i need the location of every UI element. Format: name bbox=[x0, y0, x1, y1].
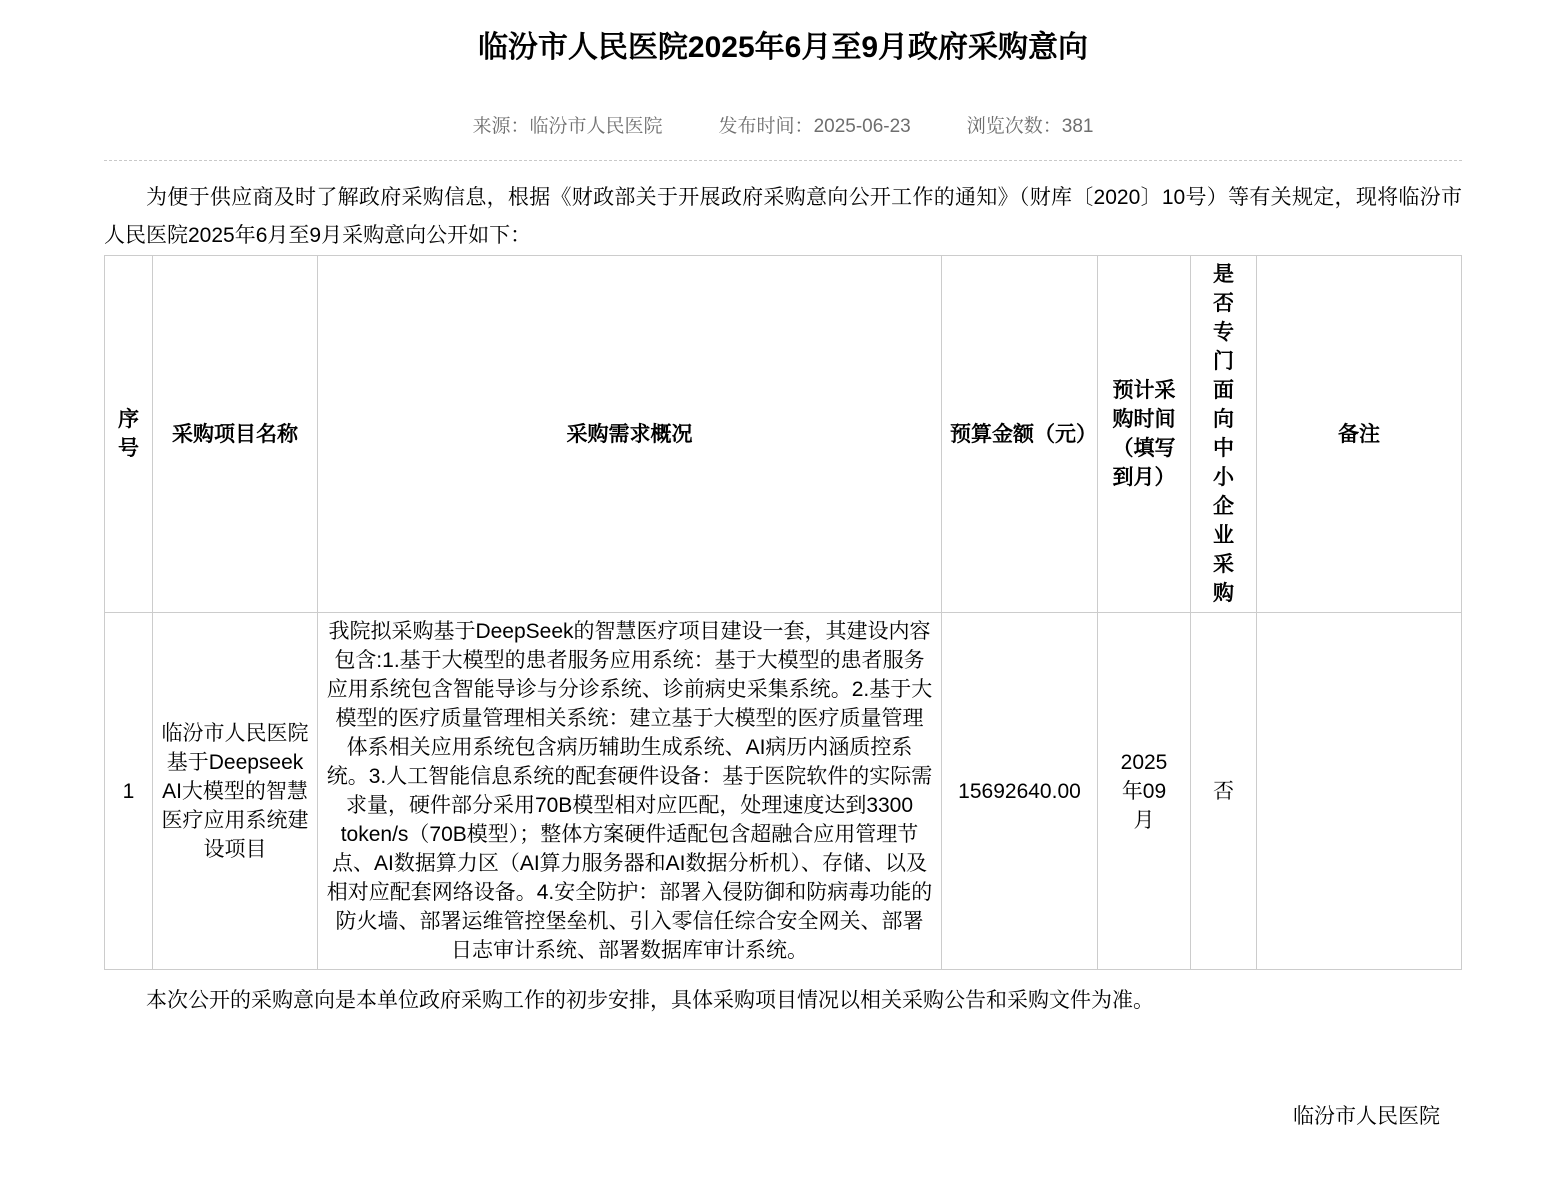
intro-paragraph: 为便于供应商及时了解政府采购信息，根据《财政部关于开展政府采购意向公开工作的通知》（财库〔2020〕10号）等有关规定，现将临汾市人民医院2025年6月至9月采购意向公开如下： bbox=[104, 186, 1462, 247]
cell-sme-targeted: 否 bbox=[1191, 613, 1257, 970]
signature: 临汾市人民医院 bbox=[1293, 1105, 1440, 1128]
header-planned-time: 预计采购时间（填写到月） bbox=[1098, 256, 1191, 613]
meta-publish-value: 2025-06-23 bbox=[813, 116, 911, 137]
header-sme-targeted: 是否专门面向中小企业采购 bbox=[1191, 256, 1257, 613]
cell-project-name: 临汾市人民医院基于Deepseek AI大模型的智慧医疗应用系统建设项目 bbox=[153, 613, 318, 970]
meta-row bbox=[104, 114, 1462, 140]
table-header-row bbox=[105, 256, 1462, 613]
header-remark: 备注 bbox=[1257, 256, 1462, 613]
header-demand: 采购需求概况 bbox=[318, 256, 942, 613]
meta-source-label: 来源： bbox=[472, 116, 530, 137]
meta-source bbox=[473, 114, 663, 140]
meta-source-value: 临汾市人民医院 bbox=[529, 116, 663, 137]
meta-views-value: 381 bbox=[1061, 116, 1094, 137]
meta-publish-label: 发布时间： bbox=[718, 116, 814, 137]
meta-views-label: 浏览次数： bbox=[966, 116, 1062, 137]
page-title: 临汾市人民医院2025年6月至9月政府采购意向 bbox=[477, 31, 1089, 64]
closing-note: 本次公开的采购意向是本单位政府采购工作的初步安排，具体采购项目情况以相关采购公告和采购文件为准。 bbox=[146, 989, 1154, 1012]
header-project-name: 采购项目名称 bbox=[153, 256, 318, 613]
procurement-intent-table bbox=[104, 255, 1462, 970]
meta-view-count bbox=[967, 114, 1094, 140]
meta-publish-time bbox=[719, 114, 911, 140]
table-row bbox=[105, 613, 1462, 970]
cell-budget: 15692640.00 bbox=[942, 613, 1098, 970]
cell-planned-time: 2025年09月 bbox=[1098, 613, 1191, 970]
announcement-page bbox=[0, 28, 1566, 1130]
header-budget: 预算金额（元） bbox=[942, 256, 1098, 613]
cell-remark bbox=[1257, 613, 1462, 970]
cell-demand: 我院拟采购基于DeepSeek的智慧医疗项目建设一套，其建设内容包含:1.基于大模型的患者服务应用系统：基于大模型的患者服务应用系统包含智能导诊与分诊系统、诊前病史采集系统。2.基于大模型的医疗质量管理相关系统：建立基于大模型的医疗质量管理体系相关应用系统包含病历辅助生成系统、AI病历内涵质控系统。3.人工智能信息系统的配套硬件设备：基于医院软件的实际需求量，硬件部分采用70B模型相对应匹配，处理速度达到3300 token/s（70B模型）；整体方案硬件适配包含超融合应用管理节点、AI数据算力区（AI算力服务器和AI数据分析机）、存储、以及相对应配套网络设备。4.安全防护：部署入侵防御和防病毒功能的防火墙、部署运维管控堡垒机、引入零信任综合安全网关、部署日志审计系统、部署数据库审计系统。 bbox=[318, 613, 942, 970]
cell-index: 1 bbox=[105, 613, 153, 970]
header-index: 序号 bbox=[105, 256, 153, 613]
dashed-divider bbox=[104, 160, 1462, 161]
